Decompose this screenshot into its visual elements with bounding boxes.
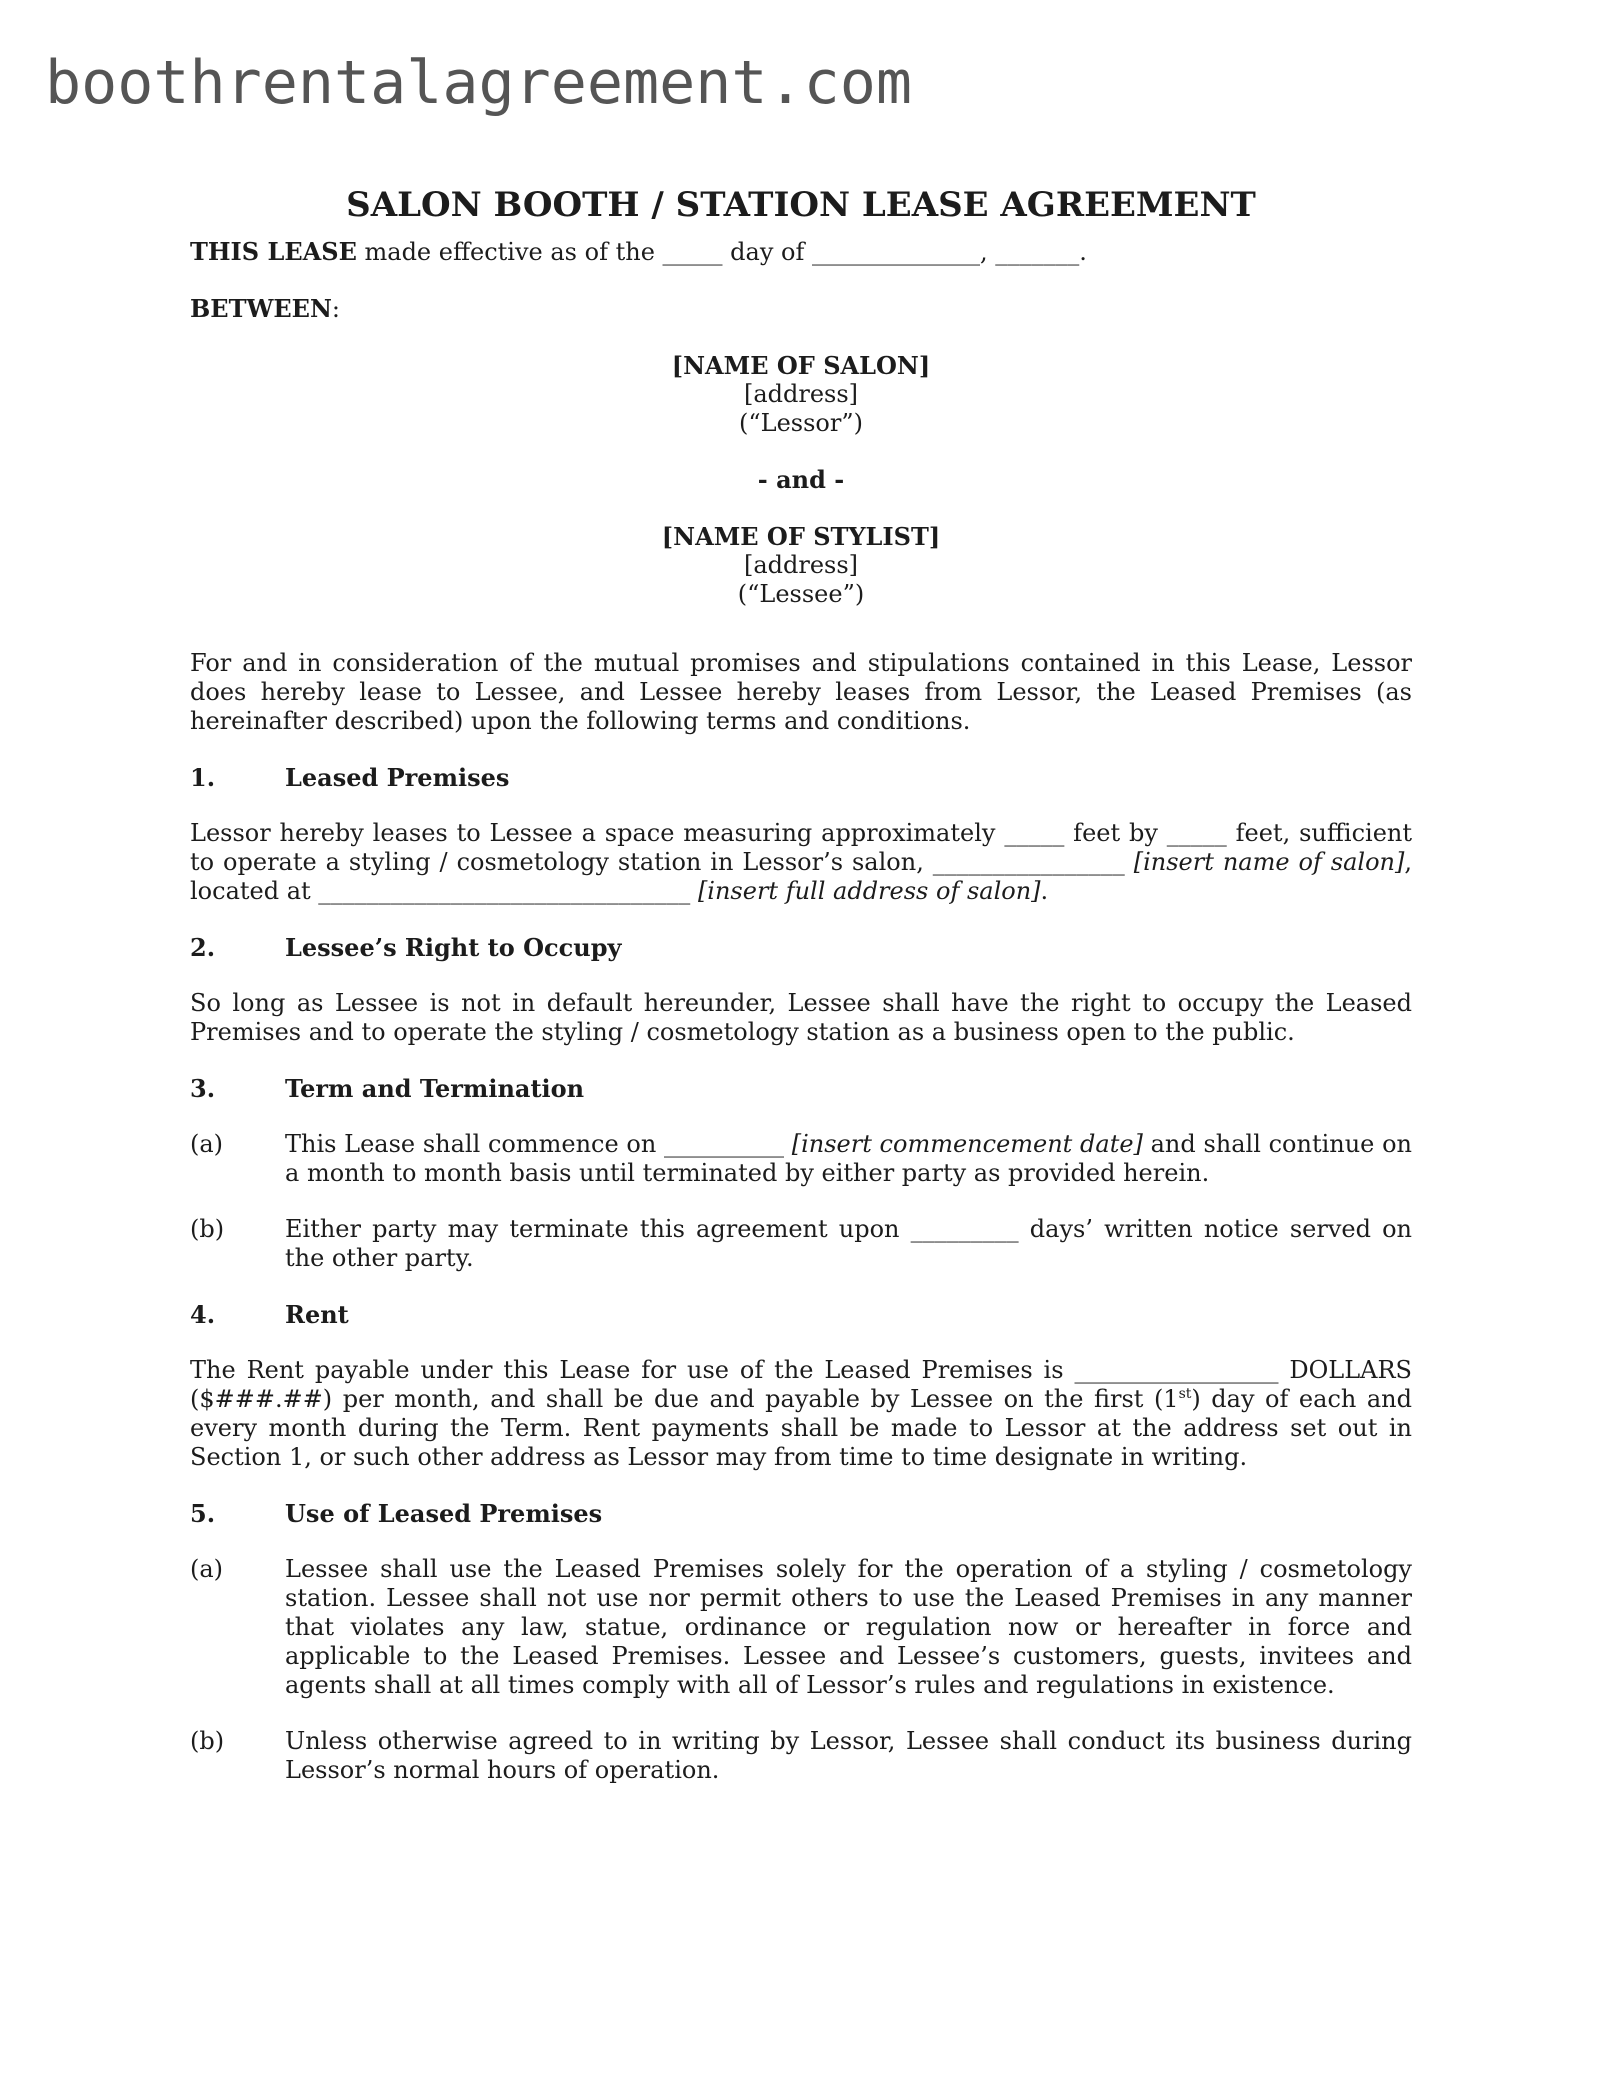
lessee-block [190,522,1412,609]
lessee-role: (“Lessee”) [737,580,865,608]
between-label: BETWEEN: [190,294,341,323]
section-5-heading: 5. Use of Leased Premises [190,1499,603,1528]
section-1-heading: 1. Leased Premises [190,763,510,792]
lessor-name: [NAME OF SALON] [671,351,931,380]
lessor-role: (“Lessor”) [739,409,863,437]
lessor-address: [address] [743,380,859,408]
section-5b: (b) Unless otherwise agreed to in writing by Lessor, Lessee shall conduct its business during Lessor’s normal hours of operation. [190,1727,1412,1784]
section-5a: (a) Lessee shall use the Leased Premises solely for the operation of a styling / cosmetology station. Lessee shall not use nor permit others to use the Leased Premises in any manner that violates any law, statue, ordinance or regulation now or hereafter in force and applicable to the Leased Premises. Lessee and Lessee’s customers, guests, invitees and agents shall at all times comply with all of Lessor’s rules and regulations in existence. [190,1555,1412,1699]
section-3-heading: 3. Term and Termination [190,1074,585,1103]
intro-rest: made effective as of the _____ day of ______________, _______. [356,238,1087,266]
consideration-paragraph: For and in consideration of the mutual promises and stipulations contained in this Lease, Lessor does hereby lease to Lessee, and Lessee hereby leases from Lessor, the Leased Premises (as hereinafter described) upon the following terms and conditions. [190,649,1412,735]
lessor-block [190,351,1412,438]
document-title: SALON BOOTH / STATION LEASE AGREEMENT [346,185,1256,225]
section-3b: (b) Either party may terminate this agreement upon _________ days’ written notice served on the other party. [190,1215,1412,1272]
lessee-address: [address] [743,551,859,579]
lessee-name: [NAME OF STYLIST] [661,522,941,551]
section-4-heading: 4. Rent [190,1300,349,1329]
and-separator: - and - [757,465,845,494]
section-4-text: The Rent payable under this Lease for use of the Leased Premises is _________________ DOLLARS ($###.##) per month, and shall be due and payable by Lessee on the first (1st) day of each and every month during the Term. Rent payments shall be made to Lessor at the address set out in Section 1, or such other address as Lessor may from time to time designate in writing. [190,1356,1413,1471]
section-2-heading: 2. Lessee’s Right to Occupy [190,933,622,962]
intro-lead: THIS LEASE [190,237,357,266]
section-1-text: Lessor hereby leases to Lessee a space measuring approximately _____ feet by _____ feet, sufficient to operate a styling / cosmetology station in Lessor’s salon, ________________ [insert name of salon], located at _______________________________ [insert full address of salon]. [190,819,1412,905]
lease-document [190,185,1412,1785]
section-2-text: So long as Lessee is not in default hereunder, Lessee shall have the right to occupy the Leased Premises and to operate the styling / cosmetology station as a business open to the public. [190,989,1412,1046]
section-3a: (a) This Lease shall commence on __________ [insert commencement date] and shall continue on a month to month basis until terminated by either party as provided herein. [190,1130,1412,1187]
site-watermark: boothrentalagreement.com [45,48,912,118]
lease-intro [190,237,1412,267]
